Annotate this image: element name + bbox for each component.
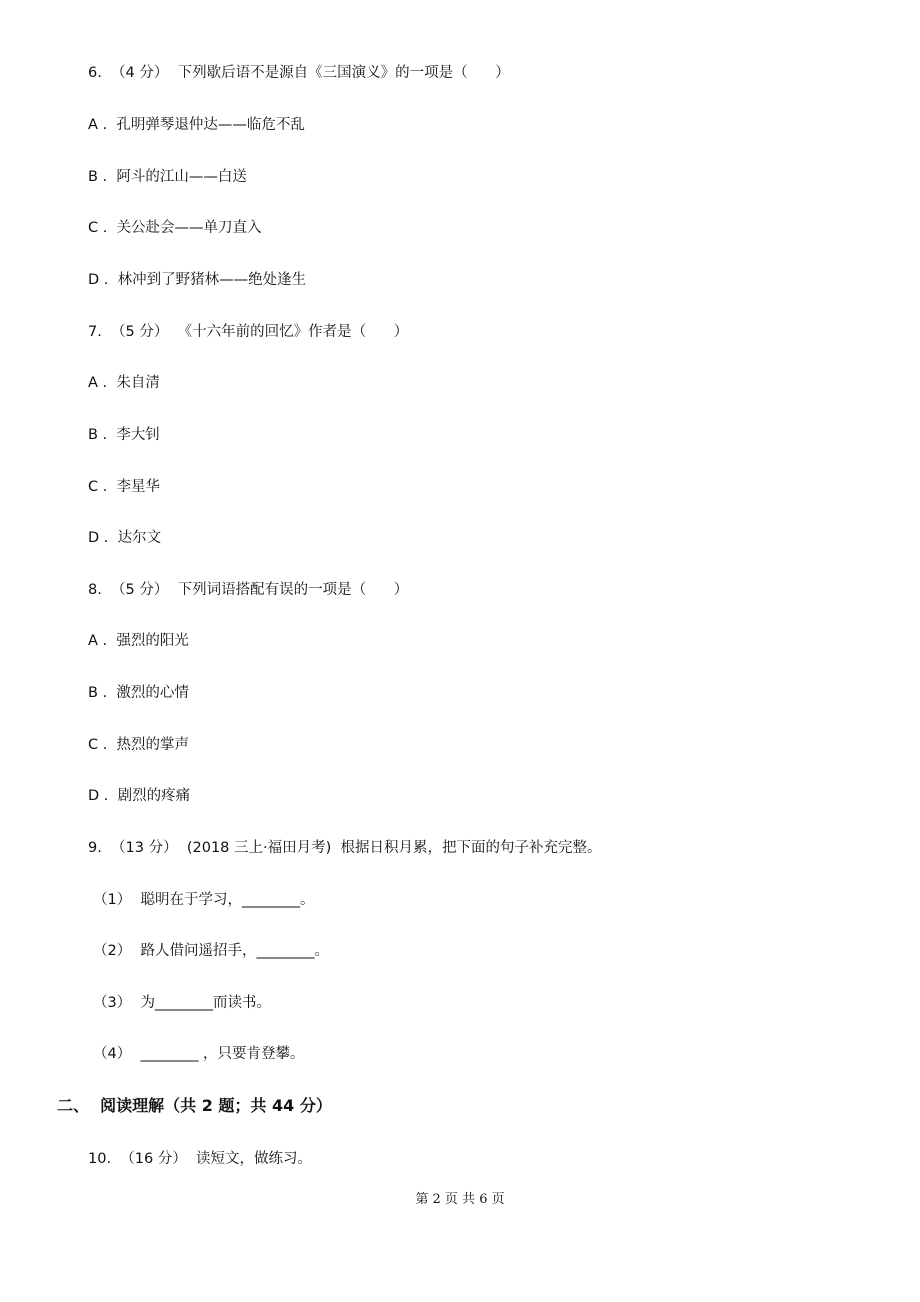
question-7-option-c: C . 李星华 bbox=[88, 479, 161, 495]
question-9-sub-2: （2） 路人借问遥招手，________。 bbox=[93, 943, 329, 959]
question-8-option-d: D . 剧烈的疼痛 bbox=[88, 788, 191, 804]
question-6-stem: 6. （4 分） 下列歇后语不是源自《三国演义》的一项是（ ） bbox=[88, 65, 510, 81]
question-10-stem: 10. （16 分） 读短文，做练习。 bbox=[88, 1151, 313, 1167]
question-9-sub-4: （4） ________ ，只要肯登攀。 bbox=[93, 1046, 305, 1062]
question-8-option-b: B . 激烈的心情 bbox=[88, 685, 189, 701]
question-6-option-a: A . 孔明弹琴退仲达——临危不乱 bbox=[88, 117, 305, 133]
question-9-sub-3: （3） 为________而读书。 bbox=[93, 995, 271, 1011]
question-6-option-b: B . 阿斗的江山——白送 bbox=[88, 169, 247, 185]
question-7-stem: 7. （5 分） 《十六年前的回忆》作者是（ ） bbox=[88, 324, 409, 340]
question-7-option-a: A . 朱自清 bbox=[88, 375, 160, 391]
question-8-option-c: C . 热烈的掌声 bbox=[88, 737, 190, 753]
question-8-stem: 8. （5 分） 下列词语搭配有误的一项是（ ） bbox=[88, 582, 409, 598]
question-7-option-b: B . 李大钊 bbox=[88, 427, 160, 443]
question-6-option-c: C . 关公赴会——单刀直入 bbox=[88, 220, 262, 236]
question-9-sub-1: （1） 聪明在于学习，________。 bbox=[93, 892, 315, 908]
question-7-option-d: D . 达尔文 bbox=[88, 530, 162, 546]
section-heading-reading: 二、 阅读理解（共 2 题；共 44 分） bbox=[57, 1096, 332, 1115]
question-6-option-d: D . 林冲到了野猪林——绝处逢生 bbox=[88, 272, 307, 288]
question-8-option-a: A . 强烈的阳光 bbox=[88, 633, 189, 649]
page-footer: 第 2 页 共 6 页 bbox=[415, 1192, 505, 1207]
question-9-stem: 9. （13 分） (2018 三上·福田月考) 根据日积月累，把下面的句子补充完整。 bbox=[88, 840, 602, 856]
